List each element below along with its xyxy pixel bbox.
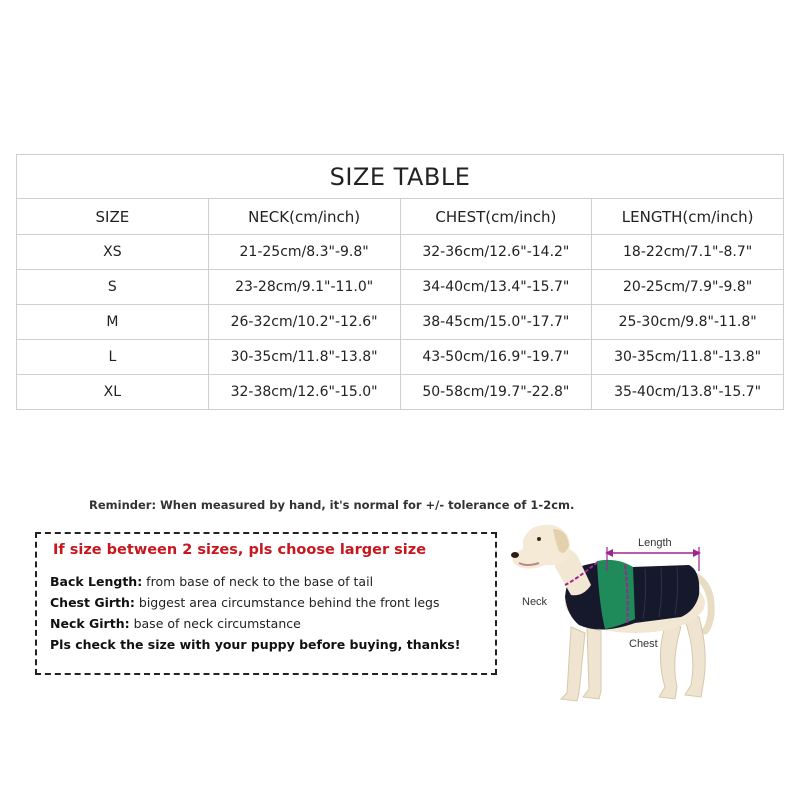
neck-girth-note bbox=[50, 616, 301, 631]
chest-cell: 50-58cm/19.7"-22.8" bbox=[400, 375, 592, 410]
chest-girth-label: Chest Girth: bbox=[50, 595, 135, 610]
back-length-note bbox=[50, 574, 373, 589]
size-cell: M bbox=[17, 305, 209, 340]
length-cell: 18-22cm/7.1"-8.7" bbox=[592, 235, 784, 270]
neck-girth-label: Neck Girth: bbox=[50, 616, 130, 631]
chest-girth-text: biggest area circumstance behind the front legs bbox=[134, 595, 440, 610]
size-cell: S bbox=[17, 270, 209, 305]
neck-cell: 32-38cm/12.6"-15.0" bbox=[208, 375, 400, 410]
neck-cell: 26-32cm/10.2"-12.6" bbox=[208, 305, 400, 340]
neck-cell: 21-25cm/8.3"-9.8" bbox=[208, 235, 400, 270]
closing-note bbox=[50, 637, 460, 652]
neck-cell: 23-28cm/9.1"-11.0" bbox=[208, 270, 400, 305]
neck-cell: 30-35cm/11.8"-13.8" bbox=[208, 340, 400, 375]
table-row bbox=[17, 235, 784, 270]
chest-cell: 32-36cm/12.6"-14.2" bbox=[400, 235, 592, 270]
length-arrow-right bbox=[693, 549, 701, 557]
measurement-reminder: Reminder: When measured by hand, it's normal for +/- tolerance of 1-2cm. bbox=[89, 498, 575, 512]
sizing-notes-box bbox=[35, 532, 497, 675]
header-size: SIZE bbox=[17, 199, 209, 235]
length-cell: 35-40cm/13.8"-15.7" bbox=[592, 375, 784, 410]
length-cell: 25-30cm/9.8"-11.8" bbox=[592, 305, 784, 340]
table-title: SIZE TABLE bbox=[17, 155, 784, 199]
size-table bbox=[16, 154, 784, 410]
table-header-row bbox=[17, 199, 784, 235]
size-advice-headline: If size between 2 sizes, pls choose larger size bbox=[53, 542, 427, 558]
size-cell: XL bbox=[17, 375, 209, 410]
back-length-text: from base of neck to the base of tail bbox=[142, 574, 374, 589]
chest-label: Chest bbox=[629, 638, 658, 650]
header-length: LENGTH(cm/inch) bbox=[592, 199, 784, 235]
dog-nose bbox=[511, 552, 519, 558]
chest-cell: 43-50cm/16.9"-19.7" bbox=[400, 340, 592, 375]
size-cell: L bbox=[17, 340, 209, 375]
length-label: Length bbox=[638, 537, 672, 549]
closing-text: Pls check the size with your puppy before buying, thanks! bbox=[50, 637, 461, 652]
header-chest: CHEST(cm/inch) bbox=[400, 199, 592, 235]
neck-girth-text: base of neck circumstance bbox=[129, 616, 301, 631]
length-cell: 20-25cm/7.9"-9.8" bbox=[592, 270, 784, 305]
table-row bbox=[17, 305, 784, 340]
length-cell: 30-35cm/11.8"-13.8" bbox=[592, 340, 784, 375]
chest-cell: 34-40cm/13.4"-15.7" bbox=[400, 270, 592, 305]
dog-eye bbox=[537, 537, 541, 541]
back-length-label: Back Length: bbox=[50, 574, 143, 589]
header-neck: NECK(cm/inch) bbox=[208, 199, 400, 235]
size-cell: XS bbox=[17, 235, 209, 270]
table-row bbox=[17, 270, 784, 305]
chest-girth-note bbox=[50, 595, 439, 610]
table-row bbox=[17, 340, 784, 375]
dog-measurement-diagram bbox=[505, 515, 735, 720]
neck-label: Neck bbox=[522, 596, 548, 608]
table-row bbox=[17, 375, 784, 410]
chest-cell: 38-45cm/15.0"-17.7" bbox=[400, 305, 592, 340]
length-arrow-left bbox=[605, 549, 613, 557]
